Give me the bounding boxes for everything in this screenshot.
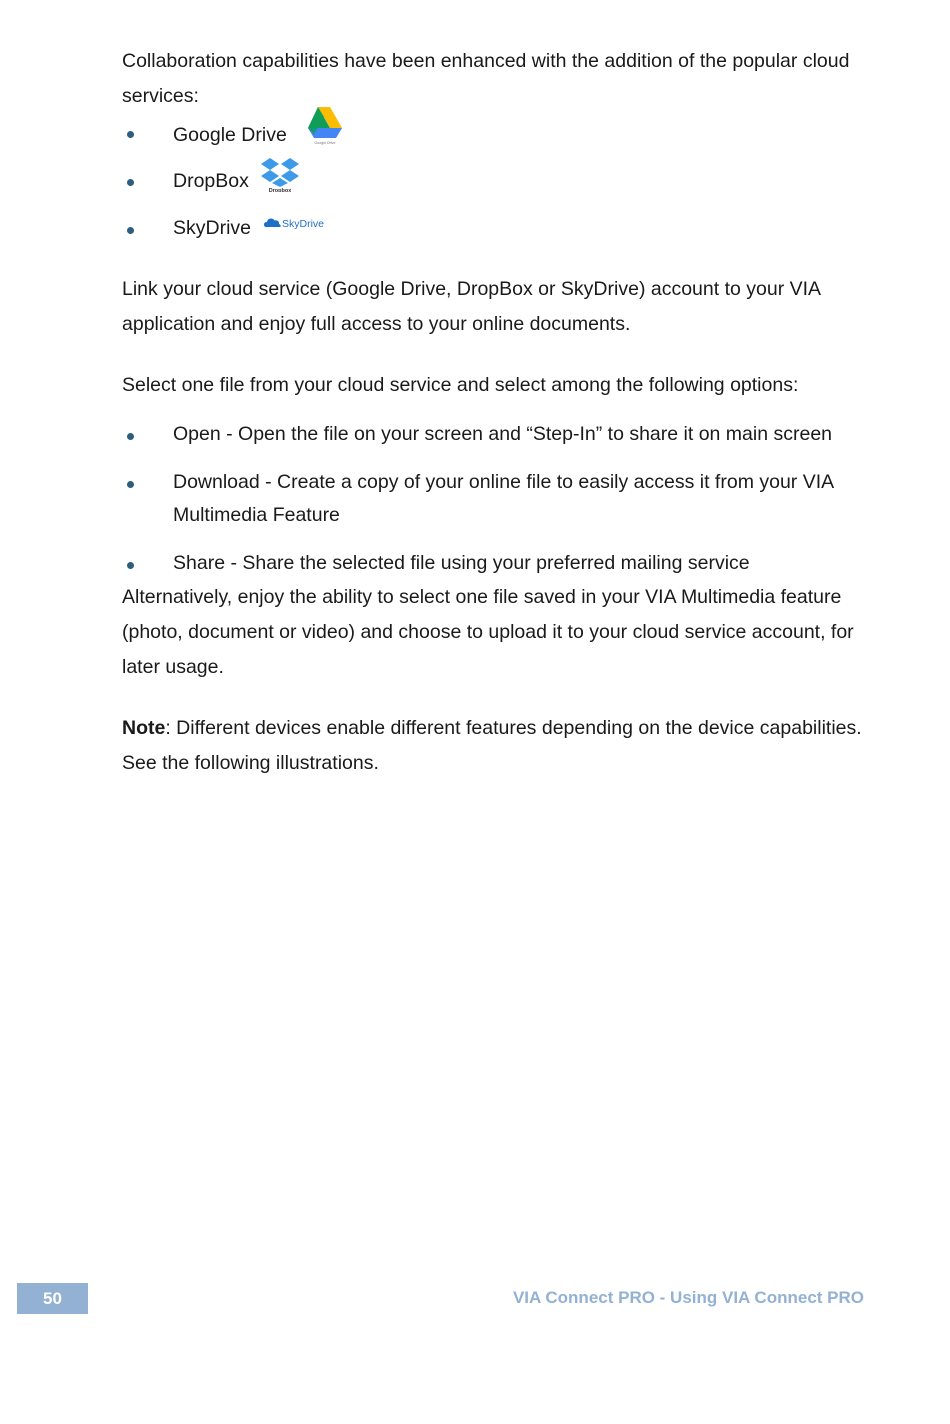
list-item-skydrive bbox=[122, 212, 870, 260]
page-number: 50 bbox=[17, 1283, 88, 1314]
list-item-google-drive bbox=[122, 116, 870, 164]
intro-paragraph: Collaboration capabilities have been enhanced with the addition of the popular cloud services: bbox=[122, 50, 850, 107]
list-item-label: Share - Share the selected file using your preferred mailing service bbox=[173, 552, 750, 574]
bullet-icon bbox=[127, 227, 134, 234]
list-item-dropbox bbox=[122, 164, 870, 212]
footer-title: VIA Connect PRO - Using VIA Connect PRO bbox=[512, 1288, 864, 1307]
skydrive-logo-icon bbox=[264, 208, 326, 230]
svg-text:Google Drive: Google Drive bbox=[314, 141, 336, 145]
list-item-share bbox=[122, 547, 870, 580]
bullet-icon bbox=[127, 179, 134, 186]
select-paragraph: Select one file from your cloud service and select among the following options: bbox=[122, 374, 799, 396]
bullet-icon bbox=[127, 433, 134, 440]
note-label: Note bbox=[122, 717, 166, 739]
google-drive-logo-icon bbox=[306, 106, 344, 146]
bullet-icon bbox=[127, 481, 134, 488]
list-item-label: Download - Create a copy of your online file to easily access it from your VIA Multimedia Feature bbox=[173, 471, 834, 526]
link-paragraph: Link your cloud service (Google Drive, DropBox or SkyDrive) account to your VIA application and enjoy full access to your online documents. bbox=[122, 278, 820, 335]
list-item-label: Open - Open the file on your screen and “Step-In” to share it on main screen bbox=[173, 423, 833, 445]
list-item-label: SkyDrive bbox=[173, 217, 252, 239]
file-options-list bbox=[122, 418, 870, 580]
alternative-paragraph: Alternatively, enjoy the ability to select one file saved in your VIA Multimedia feature (photo, document or video) and choose to upload it to your cloud service account, for later usage. bbox=[122, 586, 854, 678]
bullet-icon bbox=[127, 131, 134, 138]
list-item-open bbox=[122, 418, 870, 451]
list-item-label: Google Drive bbox=[173, 124, 287, 147]
svg-text:SkyDrive: SkyDrive bbox=[282, 217, 325, 230]
dropbox-logo-icon bbox=[260, 156, 300, 192]
bullet-icon bbox=[127, 562, 134, 569]
document-body bbox=[122, 44, 870, 807]
note-text: : Different devices enable different features depending on the device capabilities. See the following illustrations. bbox=[122, 717, 862, 774]
list-item-download bbox=[122, 466, 870, 532]
svg-text:Dropbox: Dropbox bbox=[268, 188, 292, 192]
list-item-label: DropBox bbox=[173, 170, 249, 193]
note-paragraph bbox=[122, 711, 870, 781]
cloud-services-list bbox=[122, 116, 870, 260]
